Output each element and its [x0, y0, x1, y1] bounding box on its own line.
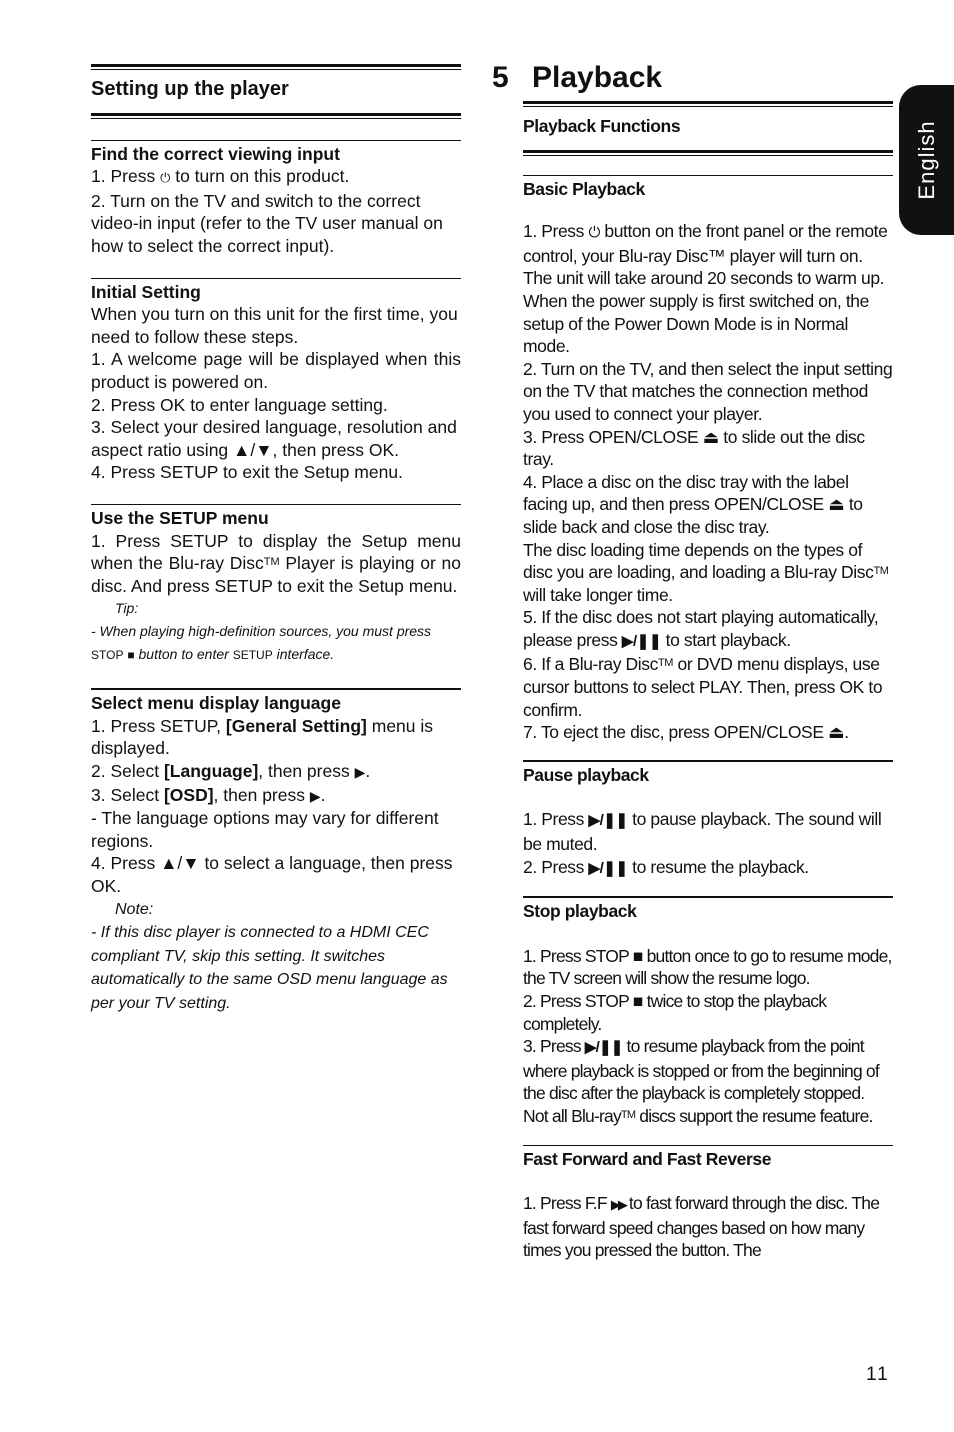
- display-language-regions: - The language options may vary for different regions.: [91, 808, 439, 851]
- basic-step4: 4. Place a disc on the disc tray with the label facing up, and then press OPEN/CLOSE ⏏ to slide back and close the disc tray.: [523, 471, 863, 537]
- basic-loading: The disc loading time depends on the types of disc you are loading, and loading a Blu-ray Disc™ will take longer time.: [523, 539, 889, 605]
- power-icon: ⏻: [588, 224, 600, 242]
- initial-setting-heading: Initial Setting: [91, 281, 201, 302]
- eject-icon: ⏏: [828, 722, 845, 743]
- find-input-heading: Find the correct viewing input: [91, 143, 340, 164]
- initial-setting-step1: 1. A welcome page will be displayed when this product is powered on.: [91, 349, 461, 392]
- page-number: 11: [866, 1364, 890, 1385]
- chapter-title: [492, 58, 662, 98]
- header-rule-top: [523, 101, 893, 104]
- section-title: Setting up the player: [91, 78, 289, 100]
- basic-warmup: The unit will take around 20 seconds to warm up. When the power supply is first switched on, the setup of the Power Down Mode is in Normal mode.: [523, 268, 885, 357]
- find-input-block: [91, 143, 461, 258]
- basic-playback-block: [523, 178, 893, 744]
- fast-forward-block: [523, 1148, 893, 1262]
- pause-heading: Pause playback: [523, 764, 649, 785]
- play-pause-icon: ▶/❚❚: [621, 632, 662, 650]
- divider: [91, 504, 461, 505]
- stop-heading: Stop playback: [523, 901, 637, 922]
- header-rule-bottom-thin: [523, 155, 893, 156]
- display-language-step1: 1. Press SETUP, [General Setting] menu is displayed.: [91, 715, 434, 759]
- eject-icon: ⏏: [702, 426, 719, 447]
- right-arrow-icon: ▶: [309, 787, 321, 804]
- basic-step3: 3. Press OPEN/CLOSE ⏏ to slide out the disc tray.: [523, 426, 865, 470]
- pause-playback-block: [523, 764, 893, 880]
- stop-icon: ■: [632, 945, 643, 966]
- divider: [523, 1145, 893, 1146]
- stop-step3: 3. Press ▶/❚❚ to resume playback from the point where playback is stopped or from the beginning of the disc after the playback is completely stopped.: [523, 1036, 879, 1104]
- initial-setting-block: [91, 281, 461, 484]
- divider: [91, 140, 461, 141]
- divider: [91, 278, 461, 279]
- fast-forward-icon: ▶▶: [610, 1197, 625, 1213]
- pause-step1: 1. Press ▶/❚❚ to pause playback. The sound will be muted.: [523, 809, 882, 855]
- header-rule-bottom-thin: [91, 118, 461, 119]
- header-rule-bottom: [91, 113, 461, 116]
- header-rule-top-thin: [91, 69, 461, 70]
- setup-menu-block: [91, 507, 461, 667]
- display-language-step4: 4. Press ▲/▼ to select a language, then press OK.: [91, 853, 453, 897]
- display-language-block: [91, 692, 461, 1015]
- up-down-arrows-icon: ▲/▼: [233, 439, 273, 460]
- divider: [523, 896, 893, 898]
- display-language-step2: 2. Select [Language], then press ▶.: [91, 761, 371, 782]
- basic-step6: 6. If a Blu-ray Disc™ or DVD menu displays, use cursor buttons to select PLAY. Then, press OK to confirm.: [523, 654, 883, 720]
- functions-title: Playback Functions: [523, 116, 681, 136]
- note-label: Note:: [115, 900, 154, 918]
- setup-menu-heading: Use the SETUP menu: [91, 507, 269, 528]
- stop-resume-note: Not all Blu-ray™ discs support the resume feature.: [523, 1105, 873, 1126]
- stop-playback-block: [523, 900, 893, 1127]
- ff-heading: Fast Forward and Fast Reverse: [523, 1148, 772, 1169]
- basic-step1: 1. Press ⏻ button on the front panel or the remote control, your Blu-ray Disc™ player will turn on.: [523, 221, 888, 266]
- chapter-number: 5: [492, 61, 509, 94]
- display-language-heading: Select menu display language: [91, 693, 341, 714]
- tip-label: Tip:: [115, 600, 139, 617]
- eject-icon: ⏏: [828, 494, 845, 515]
- divider: [91, 688, 461, 690]
- basic-playback-heading: Basic Playback: [523, 178, 645, 199]
- play-pause-icon: ▶/❚❚: [588, 812, 628, 830]
- stop-step1: 1. Press STOP ■ button once to go to resume mode, the TV screen will show the resume logo.: [523, 945, 892, 989]
- language-tab: [899, 85, 954, 235]
- power-icon: ⏻: [160, 170, 171, 186]
- initial-setting-step3: 3. Select your desired language, resolution and aspect ratio using ▲/▼, then press OK.: [91, 417, 457, 460]
- right-column: [523, 101, 893, 1262]
- header-rule-top-thin: [523, 106, 893, 107]
- chapter-name: Playback: [532, 61, 663, 94]
- divider: [523, 175, 893, 176]
- up-down-arrows-icon: ▲/▼: [160, 853, 200, 874]
- pause-step2: 2. Press ▶/❚❚ to resume the playback.: [523, 856, 809, 877]
- initial-setting-intro: When you turn on this unit for the first time, you need to follow these steps.: [91, 304, 458, 347]
- tip-text: - When playing high-definition sources, you must press STOP ■ button to enter SETUP interface.: [91, 623, 432, 663]
- left-column: [91, 64, 461, 1015]
- display-language-step3: 3. Select [OSD], then press ▶.: [91, 784, 326, 805]
- find-input-step1: 1. Press ⏻ to turn on this product.: [91, 166, 350, 187]
- right-arrow-icon: ▶: [354, 764, 366, 781]
- header-rule-bottom: [523, 150, 893, 153]
- initial-setting-step2: 2. Press OK to enter language setting.: [91, 394, 388, 415]
- language-tab-label: English: [913, 120, 939, 200]
- initial-setting-step4: 4. Press SETUP to exit the Setup menu.: [91, 462, 403, 483]
- header-rule-top: [91, 64, 461, 67]
- stop-icon: ■: [632, 991, 643, 1011]
- play-pause-icon: ▶/❚❚: [584, 1039, 623, 1057]
- stop-step2: 2. Press STOP ■ twice to stop the playback completely.: [523, 991, 827, 1034]
- note-text: - If this disc player is connected to a HDMI CEC compliant TV, skip this setting. It switches automatically to the same OSD menu language as per your TV setting.: [91, 924, 448, 1012]
- stop-icon: ■: [127, 648, 135, 663]
- ff-step1: 1. Press F.F ▶▶ to fast forward through the disc. The fast forward speed changes based on how many times you pressed the button. The: [523, 1193, 880, 1261]
- basic-step2: 2. Turn on the TV, and then select the input setting on the TV that matches the connection method you used to connect your player.: [523, 358, 893, 424]
- play-pause-icon: ▶/❚❚: [588, 859, 628, 877]
- basic-step5: 5. If the disc does not start playing automatically, please press ▶/❚❚ to start playback.: [523, 607, 879, 650]
- basic-step7: 7. To eject the disc, press OPEN/CLOSE ⏏.: [523, 722, 849, 743]
- find-input-step2: 2. Turn on the TV and switch to the correct video-in input (refer to the TV user manual on how to select the correct input).: [91, 190, 443, 256]
- divider: [523, 760, 893, 762]
- setup-menu-step1: 1. Press SETUP to display the Setup menu when the Blu-ray Disc™ Player is playing or no disc. And press SETUP to exit the Setup menu.: [91, 530, 461, 596]
